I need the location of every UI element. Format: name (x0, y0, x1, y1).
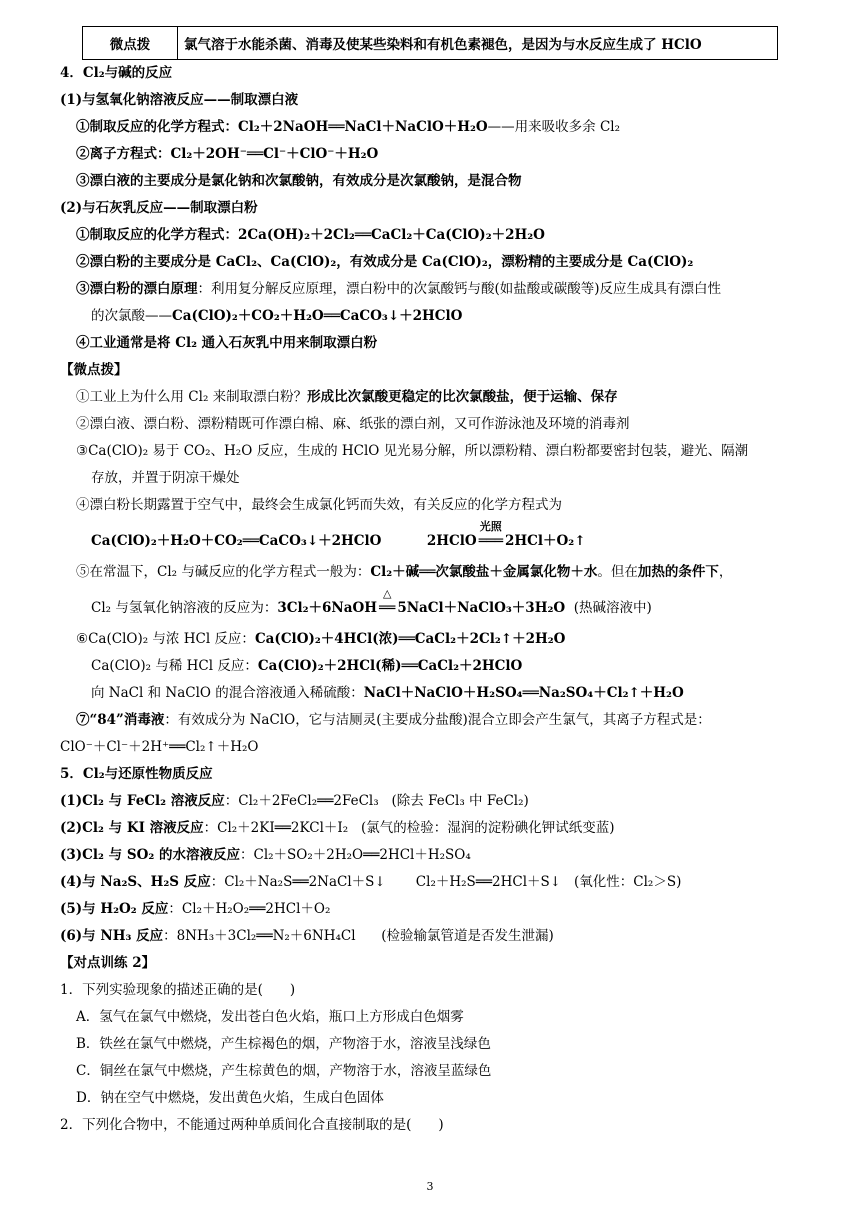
line: 存放，并置于阴凉干燥处 (91, 470, 240, 486)
option-c: C．铜丝在氯气中燃烧，产生棕黄色的烟，产物溶于水，溶液呈蓝绿色 (76, 1063, 492, 1079)
page-number: 3 (426, 1180, 434, 1193)
line: ClO⁻＋Cl⁻＋2H⁺══Cl₂↑＋H₂O (60, 739, 259, 755)
line: ①制取反应的化学方程式：2Ca(OH)₂＋2Cl₂══CaCl₂＋Ca(ClO)₂＋2H₂O (76, 227, 545, 243)
equation: Ca(ClO)₂＋H₂O＋CO₂══CaCO₃↓＋2HClO (91, 533, 382, 549)
equation: 2Ca(OH)₂＋2Cl₂══CaCl₂＋Ca(ClO)₂＋2H₂O (238, 227, 545, 243)
line: 向 NaCl 和 NaClO 的混合溶液通入稀硫酸：NaCl＋NaClO＋H₂SO₄══Na₂SO₄＋Cl₂↑＋H₂O (91, 685, 684, 701)
document-page (60, 26, 800, 1139)
section-4-2-title: (2)与石灰乳反应——制取漂白粉 (60, 200, 258, 216)
line: ③Ca(ClO)₂ 易于 CO₂、H₂O 反应，生成的 HClO 见光易分解，所以漂粉精、漂白粉都要密封包装，避光、隔潮 (76, 443, 749, 459)
tip-title: 【微点拨】 (60, 362, 128, 378)
equation: Ca(ClO)₂＋CO₂＋H₂O══CaCO₃↓＋2HClO (172, 308, 463, 324)
line: (1)Cl₂ 与 FeCl₂ 溶液反应：Cl₂＋2FeCl₂══2FeCl₃ (除去 FeCl₃ 中 FeCl₂) (60, 793, 529, 809)
option-b: B．铁丝在氯气中燃烧，产生棕褐色的烟，产物溶于水，溶液呈浅绿色 (76, 1036, 491, 1052)
line: Ca(ClO)₂＋H₂O＋CO₂══CaCO₃↓＋2HClO 2HClO 光照 ═══ 2HCl＋O₂↑ (60, 519, 800, 559)
line: ①工业上为什么用 Cl₂ 来制取漂白粉？形成比次氯酸更稳定的比次氯酸盐，便于运输、保存 (76, 389, 618, 405)
option-d: D．钠在空气中燃烧，发出黄色火焰，生成白色固体 (76, 1090, 384, 1106)
line: (2)Cl₂ 与 KI 溶液反应：Cl₂＋2KI══2KCl＋I₂ (氯气的检验：湿润的淀粉碘化钾试纸变蓝) (60, 820, 615, 836)
line: (5)与 H₂O₂ 反应：Cl₂＋H₂O₂══2HCl＋O₂ (60, 901, 331, 917)
question-2: 2．下列化合物中，不能通过两种单质间化合直接制取的是( ) (60, 1117, 444, 1133)
section-4-1-title: (1)与氢氧化钠溶液反应——制取漂白液 (60, 92, 299, 108)
practice-title: 【对点训练 2】 (60, 955, 156, 971)
section-4-title: 4．Cl₂与碱的反应 (60, 65, 173, 81)
equation: Cl₂＋2OH⁻══Cl⁻＋ClO⁻＋H₂O (170, 146, 379, 162)
line: ④工业通常是将 Cl₂ 通入石灰乳中用来制取漂白粉 (76, 335, 378, 351)
tip-table (82, 26, 778, 60)
line: ③漂白粉的漂白原理：利用复分解反应原理，漂白粉中的次氯酸钙与酸(如盐酸或碳酸等)反应生成具有漂白性 (76, 281, 722, 297)
option-a: A．氢气在氯气中燃烧，发出苍白色火焰，瓶口上方形成白色烟雾 (76, 1009, 464, 1025)
line: ②漂白粉的主要成分是 CaCl₂、Ca(ClO)₂，有效成分是 Ca(ClO)₂，漂粉精的主要成分是 Ca(ClO)₂ (76, 254, 694, 270)
line: ②漂白液、漂白粉、漂粉精既可作漂白棉、麻、纸张的漂白剂，又可作游泳池及环境的消毒剂 (76, 416, 630, 432)
tip-table-header: 微点拨 (83, 27, 178, 60)
line: ⑥Ca(ClO)₂ 与浓 HCl 反应：Ca(ClO)₂＋4HCl(浓)══CaCl₂＋2Cl₂↑＋2H₂O (76, 631, 566, 647)
line: ②离子方程式：Cl₂＋2OH⁻══Cl⁻＋ClO⁻＋H₂O (76, 146, 379, 162)
line: (3)Cl₂ 与 SO₂ 的水溶液反应：Cl₂＋SO₂＋2H₂O══2HCl＋H₂SO₄ (60, 847, 471, 863)
line: Cl₂ 与氢氧化钠溶液的反应为：3Cl₂＋6NaOH △ ══ 5NaCl＋NaClO₃＋3H₂O (热碱溶液中) (60, 586, 800, 626)
reaction-condition: 光照 ═══ (478, 520, 503, 549)
question-1: 1．下列实验现象的描述正确的是( ) (60, 982, 296, 998)
line: (6)与 NH₃ 反应：8NH₃＋3Cl₂══N₂＋6NH₄Cl (检验输氯管道是否发生泄漏) (60, 928, 554, 944)
line: ③漂白液的主要成分是氯化钠和次氯酸钠，有效成分是次氯酸钠，是混合物 (76, 173, 522, 189)
line: Ca(ClO)₂ 与稀 HCl 反应：Ca(ClO)₂＋2HCl(稀)══CaCl₂＋2HClO (91, 658, 523, 674)
section-5-title: 5．Cl₂与还原性物质反应 (60, 766, 213, 782)
line: ④漂白粉长期露置于空气中，最终会生成氯化钙而失效，有关反应的化学方程式为 (76, 497, 562, 513)
line: (4)与 Na₂S、H₂S 反应：Cl₂＋Na₂S══2NaCl＋S↓ Cl₂＋H₂S══2HCl＋S↓ (氧化性：Cl₂＞S) (60, 874, 682, 890)
tip-table-text: 氯气溶于水能杀菌、消毒及使某些染料和有机色素褪色，是因为与水反应生成了 HClO (178, 27, 778, 60)
line: 的次氯酸——Ca(ClO)₂＋CO₂＋H₂O══CaCO₃↓＋2HClO (91, 308, 463, 324)
equation: Cl₂＋2NaOH══NaCl＋NaClO＋H₂O (238, 119, 488, 135)
reaction-condition: △ ══ (379, 587, 396, 616)
line: ⑤在常温下，Cl₂ 与碱反应的化学方程式一般为：Cl₂＋碱══次氯酸盐＋金属氯化物＋水。但在加热的条件下， (76, 564, 733, 580)
line: ⑦“84”消毒液：有效成分为 NaClO，它与洁厕灵(主要成分盐酸)混合立即会产生氯气，其离子方程式是： (76, 712, 711, 728)
line: ①制取反应的化学方程式：Cl₂＋2NaOH══NaCl＋NaClO＋H₂O——用来吸收多余 Cl₂ (76, 119, 621, 135)
